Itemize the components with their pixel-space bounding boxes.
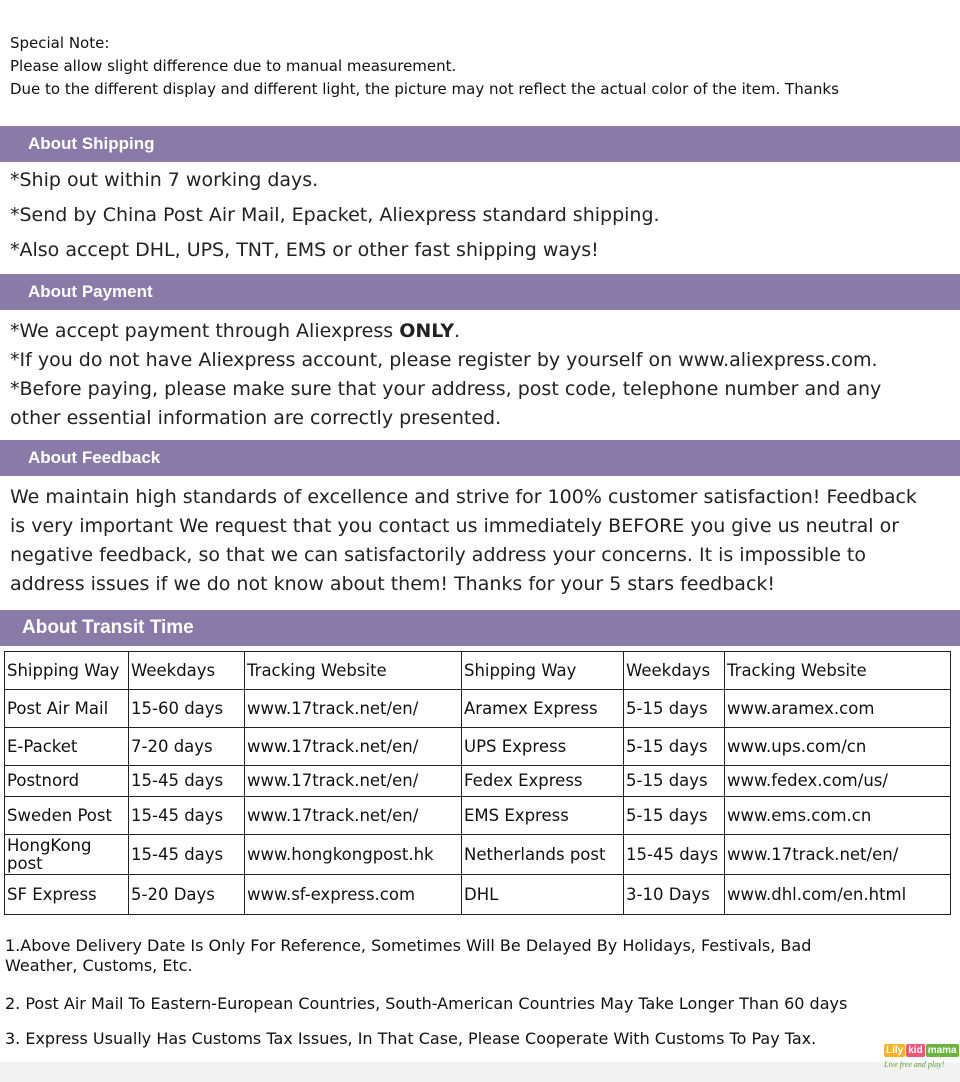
- feedback-section-header: About Feedback: [0, 440, 960, 476]
- table-cell: 5-15 days: [624, 766, 725, 797]
- table-cell: www.17track.net/en/: [245, 728, 462, 766]
- table-cell: E-Packet: [5, 728, 129, 766]
- table-cell: Sweden Post: [5, 797, 129, 835]
- table-cell: 3-10 Days: [624, 875, 725, 915]
- special-note-line-2: Due to the different display and different light, the picture may not reflect the actual color of the item. Thanks: [10, 80, 839, 98]
- column-header: Weekdays: [624, 652, 725, 690]
- feedback-line: We maintain high standards of excellence and strive for 100% customer satisfaction! Feedback: [10, 486, 917, 508]
- payment-line-1-prefix: *We accept payment through Aliexpress: [10, 320, 400, 342]
- table-header-row: [5, 652, 951, 690]
- table-row: [5, 766, 951, 797]
- table-cell: EMS Express: [462, 797, 624, 835]
- payment-section-header: About Payment: [0, 274, 960, 310]
- column-header: Tracking Website: [245, 652, 462, 690]
- logo-part-kid: kid: [908, 1045, 923, 1056]
- table-row: [5, 835, 951, 875]
- table-cell: 7-20 days: [129, 728, 245, 766]
- table-cell: 5-15 days: [624, 690, 725, 728]
- brand-logo: [884, 1044, 956, 1078]
- table-cell: Fedex Express: [462, 766, 624, 797]
- footnote-1-line-1: 1.Above Delivery Date Is Only For Reference, Sometimes Will Be Delayed By Holidays, Festivals, Bad: [5, 936, 812, 955]
- table-cell: 15-45 days: [129, 797, 245, 835]
- table-cell: Aramex Express: [462, 690, 624, 728]
- table-cell: 5-20 Days: [129, 875, 245, 915]
- table-cell: Post Air Mail: [5, 690, 129, 728]
- table-cell: www.ems.com.cn: [725, 797, 951, 835]
- feedback-section-body: [10, 483, 917, 599]
- footnote-1: [5, 936, 811, 976]
- table-row: [5, 690, 951, 728]
- payment-line-3: *Before paying, please make sure that your address, post code, telephone number and any: [10, 378, 882, 400]
- payment-only-emphasis: ONLY: [399, 320, 455, 342]
- feedback-line: is very important We request that you contact us immediately BEFORE you give us neutral or: [10, 515, 900, 537]
- bottom-strip: [0, 1062, 960, 1082]
- table-cell: 5-15 days: [624, 728, 725, 766]
- special-note-line-1: Please allow slight difference due to manual measurement.: [10, 57, 457, 75]
- logo-part-lily: Lily: [886, 1045, 904, 1056]
- payment-line-1: [10, 317, 881, 346]
- shipping-line: *Send by China Post Air Mail, Epacket, Aliexpress standard shipping.: [10, 204, 660, 226]
- shipping-line: *Ship out within 7 working days.: [10, 169, 319, 191]
- payment-line-4: other essential information are correctly presented.: [10, 407, 502, 429]
- table-cell: www.17track.net/en/: [245, 797, 462, 835]
- table-cell: 15-45 days: [129, 766, 245, 797]
- special-note-title: Special Note:: [10, 34, 110, 52]
- table-cell: www.17track.net/en/: [725, 835, 951, 875]
- footnote-1-line-2: Weather, Customs, Etc.: [5, 956, 193, 975]
- table-cell: 15-45 days: [624, 835, 725, 875]
- table-row: [5, 797, 951, 835]
- table-cell: HongKong post: [5, 835, 129, 875]
- table-cell: 15-45 days: [129, 835, 245, 875]
- column-header: Tracking Website: [725, 652, 951, 690]
- payment-section-body: [10, 317, 881, 433]
- logo-tagline: Live free and play!: [884, 1060, 945, 1069]
- table-row: [5, 728, 951, 766]
- table-cell: www.hongkongpost.hk: [245, 835, 462, 875]
- table-cell: 5-15 days: [624, 797, 725, 835]
- column-header: Shipping Way: [5, 652, 129, 690]
- shipping-section-header: About Shipping: [0, 126, 960, 162]
- column-header: Shipping Way: [462, 652, 624, 690]
- table-cell: www.dhl.com/en.html: [725, 875, 951, 915]
- special-note: [10, 32, 839, 101]
- table-cell: UPS Express: [462, 728, 624, 766]
- column-header: Weekdays: [129, 652, 245, 690]
- payment-line-1-suffix: .: [454, 320, 461, 342]
- table-cell: www.17track.net/en/: [245, 690, 462, 728]
- table-row: [5, 875, 951, 915]
- table-cell: www.sf-express.com: [245, 875, 462, 915]
- footnote-3: 3. Express Usually Has Customs Tax Issues, In That Case, Please Cooperate With Customs To Pay Tax.: [5, 1029, 817, 1048]
- table-cell: www.aramex.com: [725, 690, 951, 728]
- table-cell: www.17track.net/en/: [245, 766, 462, 797]
- footnote-2: 2. Post Air Mail To Eastern-European Countries, South-American Countries May Take Longer Than 60 days: [5, 994, 848, 1013]
- table-cell: SF Express: [5, 875, 129, 915]
- transit-time-table: [4, 651, 951, 915]
- feedback-line: negative feedback, so that we can satisfactorily address your concerns. It is impossible to: [10, 544, 866, 566]
- table-cell: www.fedex.com/us/: [725, 766, 951, 797]
- payment-line-2: *If you do not have Aliexpress account, please register by yourself on www.aliexpress.com.: [10, 349, 878, 371]
- table-cell: Netherlands post: [462, 835, 624, 875]
- transit-section-header: About Transit Time: [0, 610, 960, 646]
- feedback-line: address issues if we do not know about them! Thanks for your 5 stars feedback!: [10, 573, 776, 595]
- table-cell: Postnord: [5, 766, 129, 797]
- shipping-section-body: [10, 163, 660, 268]
- table-cell: DHL: [462, 875, 624, 915]
- logo-part-mama: mama: [927, 1045, 957, 1056]
- shipping-line: *Also accept DHL, UPS, TNT, EMS or other fast shipping ways!: [10, 239, 599, 261]
- table-cell: 15-60 days: [129, 690, 245, 728]
- table-cell: www.ups.com/cn: [725, 728, 951, 766]
